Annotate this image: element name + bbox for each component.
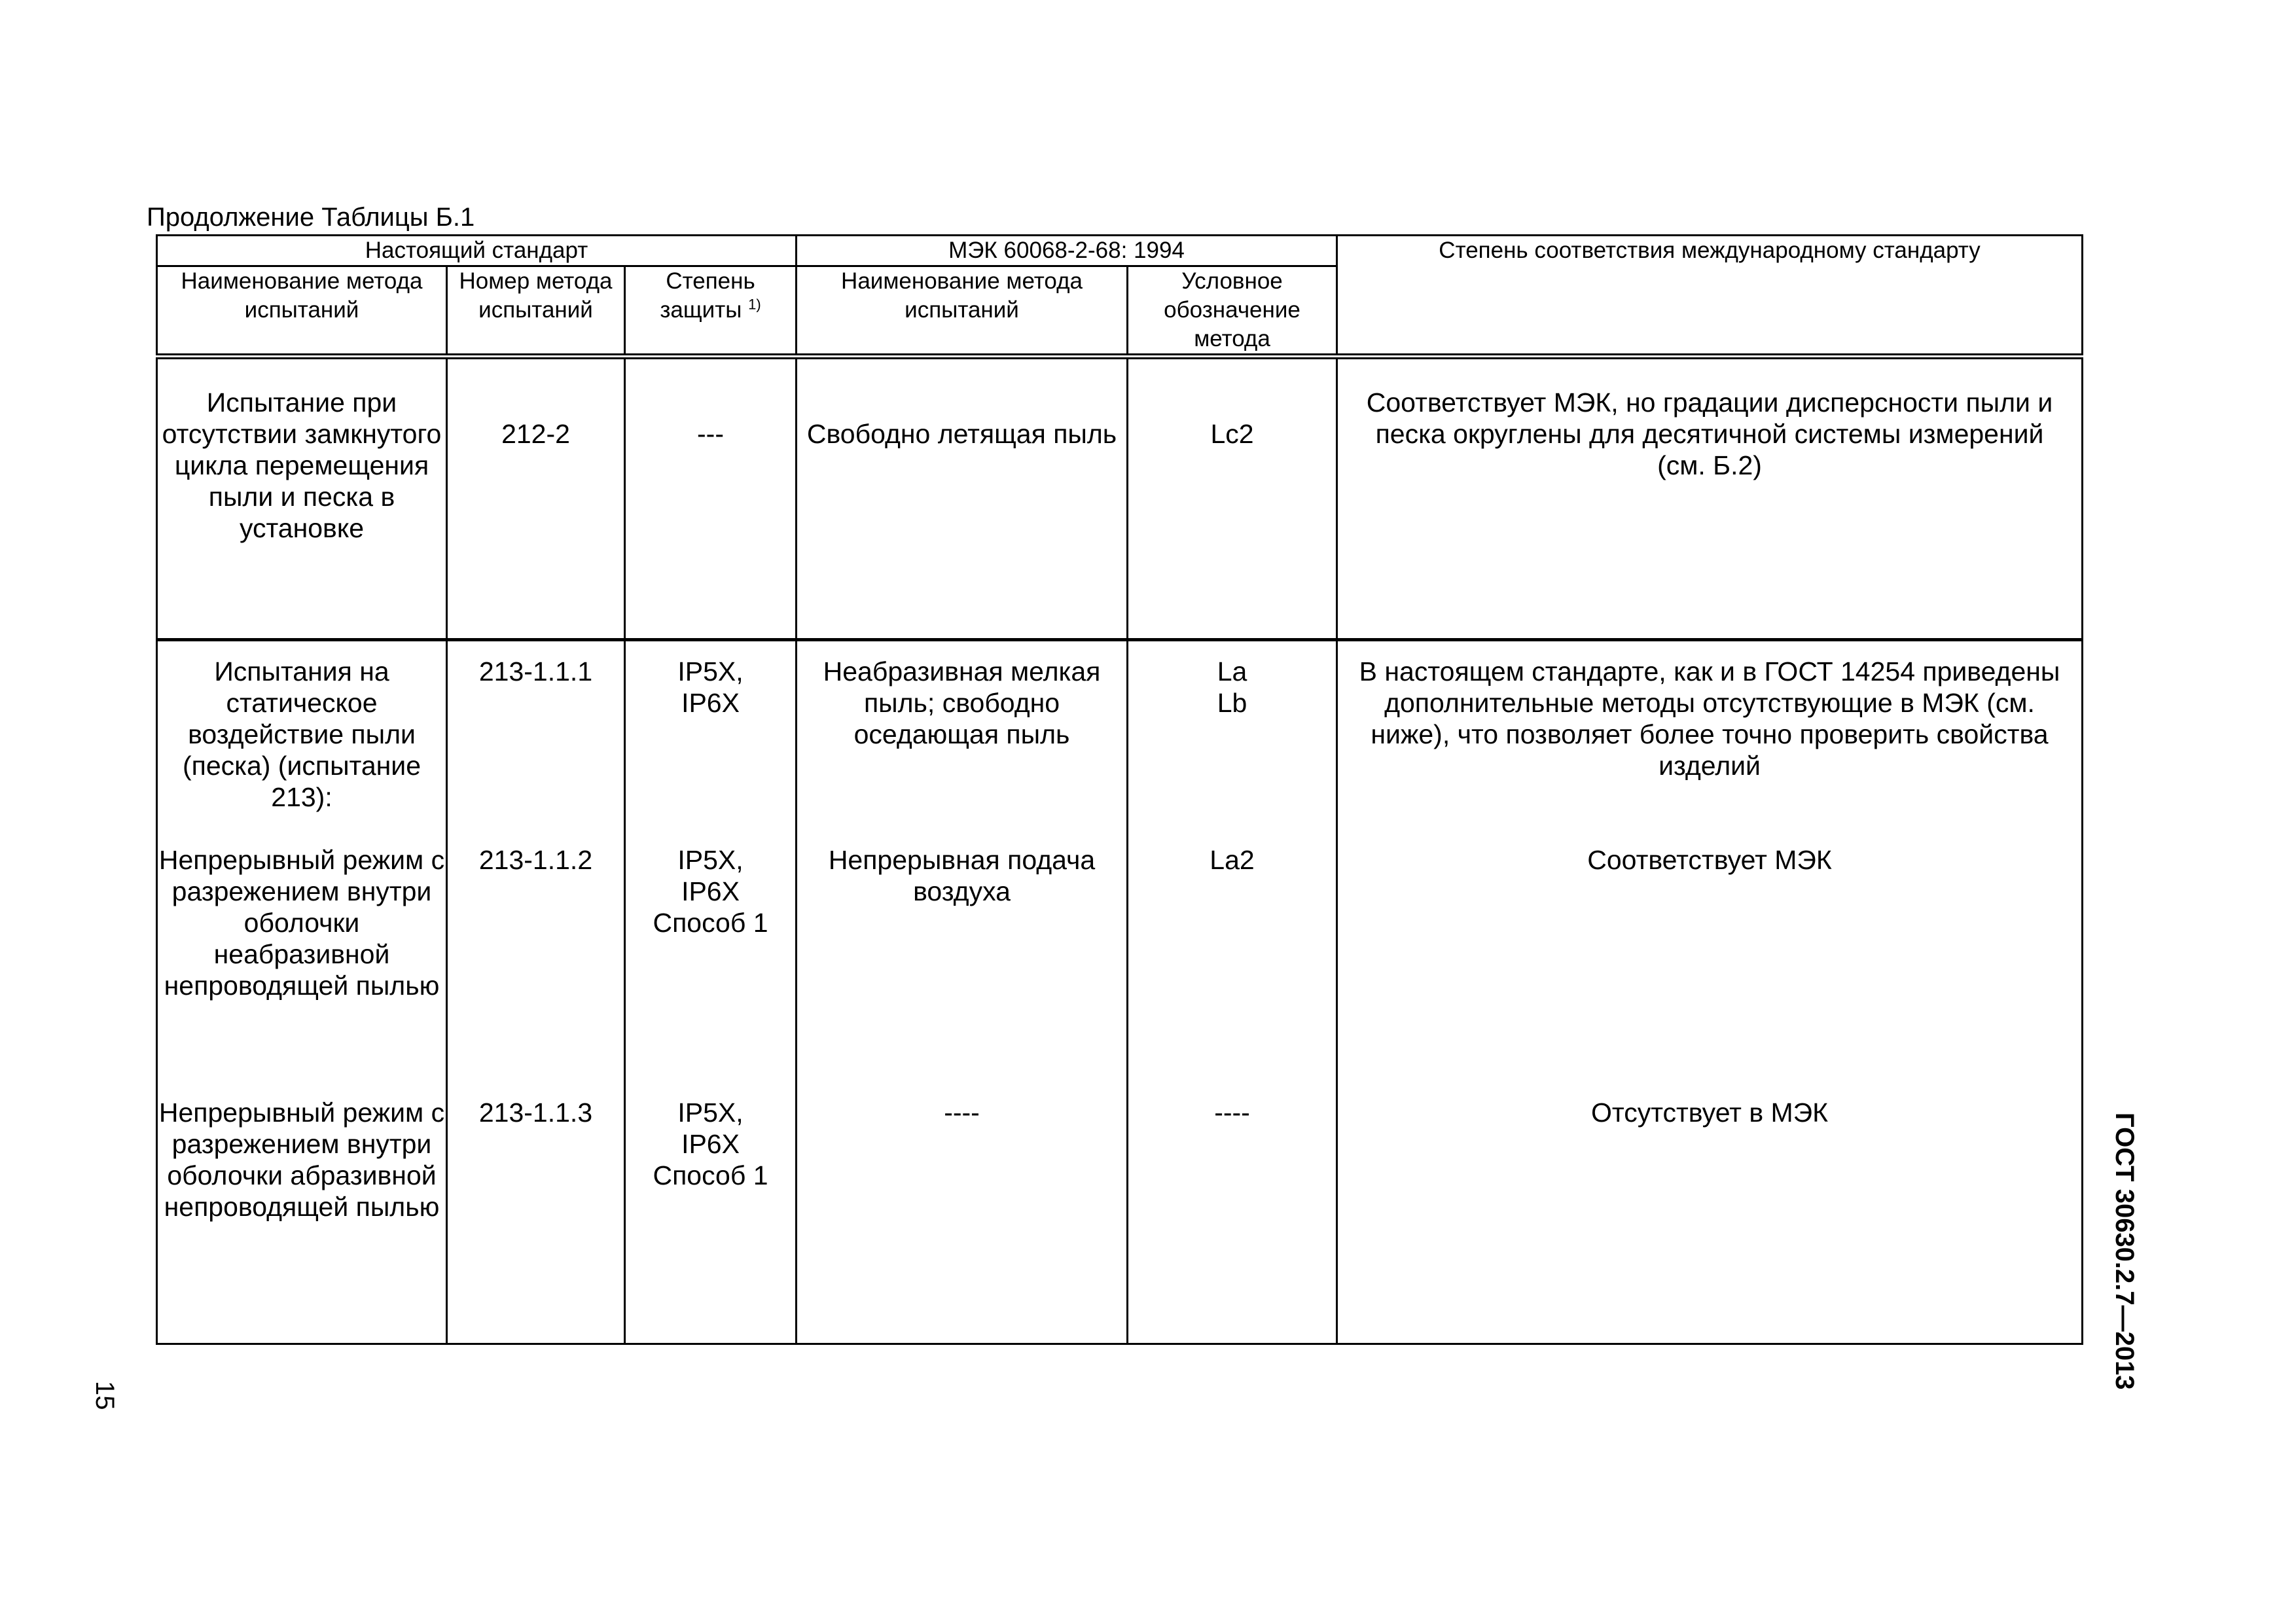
subrow-protection: IP5X, IP6X Способ 1 [653, 845, 768, 938]
subrow-method-name: Непрерывный режим с разрежением внутри оболочки абразивной непроводящей пылью [158, 1097, 445, 1222]
subrow-iec-designation: La2 [1210, 845, 1255, 875]
subrow-method-number: 213-1.1.1 [478, 656, 593, 687]
cell-protection: --- [625, 357, 797, 640]
cell-iec-method-name [797, 640, 1128, 1344]
subrow-iec-designation: ---- [1214, 1097, 1250, 1128]
cell-method-number [447, 640, 625, 1344]
comparison-table [156, 234, 2083, 1345]
header-protection-label: Степень защиты [660, 268, 755, 323]
cell-iec-designation [1128, 640, 1337, 1344]
header-method-name: Наименование метода испытаний [157, 266, 447, 357]
cell-compliance [1337, 640, 2083, 1344]
header-compliance: Степень соответствия международному стандарту [1337, 236, 2083, 357]
header-method-number: Номер метода испытаний [447, 266, 625, 357]
cell-method-name: Испытание при отсутствии замкнутого цикла перемещения пыли и песка в установке [157, 357, 447, 640]
footnote-marker: 1) [748, 296, 761, 313]
page-number: 15 [90, 1381, 119, 1410]
cell-iec-designation: Lc2 [1128, 357, 1337, 640]
table-caption: Продолжение Таблицы Б.1 [147, 203, 475, 232]
subrow-method-name: Непрерывный режим с разрежением внутри оболочки неабразивной непроводящей пылью [158, 845, 445, 1001]
cell-iec-method-name: Свободно летящая пыль [797, 357, 1128, 640]
subrow-iec-method-name: Непрерывная подача воздуха [828, 845, 1096, 906]
header-this-standard: Настоящий стандарт [157, 236, 797, 266]
header-iec-designation: Условное обозначение метода [1128, 266, 1337, 357]
subrow-compliance: В настоящем стандарте, как и в ГОСТ 14254 приведены дополнительные методы отсутствующие в МЭК (см. ниже), что позволяет более точно проверить свойства изделий [1359, 656, 2060, 781]
subrow-protection: IP5X, IP6X Способ 1 [653, 1097, 768, 1190]
subrow-iec-designation: La Lb [1217, 656, 1247, 718]
subrow-method-name: Испытания на статическое воздействие пыли (песка) (испытание 213): [182, 656, 422, 812]
subrow-method-number: 213-1.1.3 [478, 1097, 593, 1128]
subrow-iec-method-name: Неабразивная мелкая пыль; свободно оседающая пыль [823, 656, 1101, 749]
table-row [157, 640, 2083, 1344]
subrow-method-number: 213-1.1.2 [478, 845, 593, 875]
subrow-protection: IP5X, IP6X [677, 656, 744, 718]
cell-method-number: 212-2 [447, 357, 625, 640]
cell-compliance: Соответствует МЭК, но градации дисперсности пыли и песка округлены для десятичной системы измерений (см. Б.2) [1337, 357, 2083, 640]
table-row [157, 357, 2083, 640]
header-iec-method-name: Наименование метода испытаний [797, 266, 1128, 357]
subrow-compliance: Отсутствует в МЭК [1591, 1097, 1829, 1128]
subrow-iec-method-name: ---- [944, 1097, 980, 1128]
cell-protection [625, 640, 797, 1344]
cell-method-name [157, 640, 447, 1344]
subrow-compliance: Соответствует МЭК [1587, 845, 1832, 875]
header-iec-standard: МЭК 60068-2-68: 1994 [797, 236, 1337, 266]
document-code: ГОСТ 30630.2.7—2013 [2110, 1113, 2139, 1390]
header-protection [625, 266, 797, 357]
